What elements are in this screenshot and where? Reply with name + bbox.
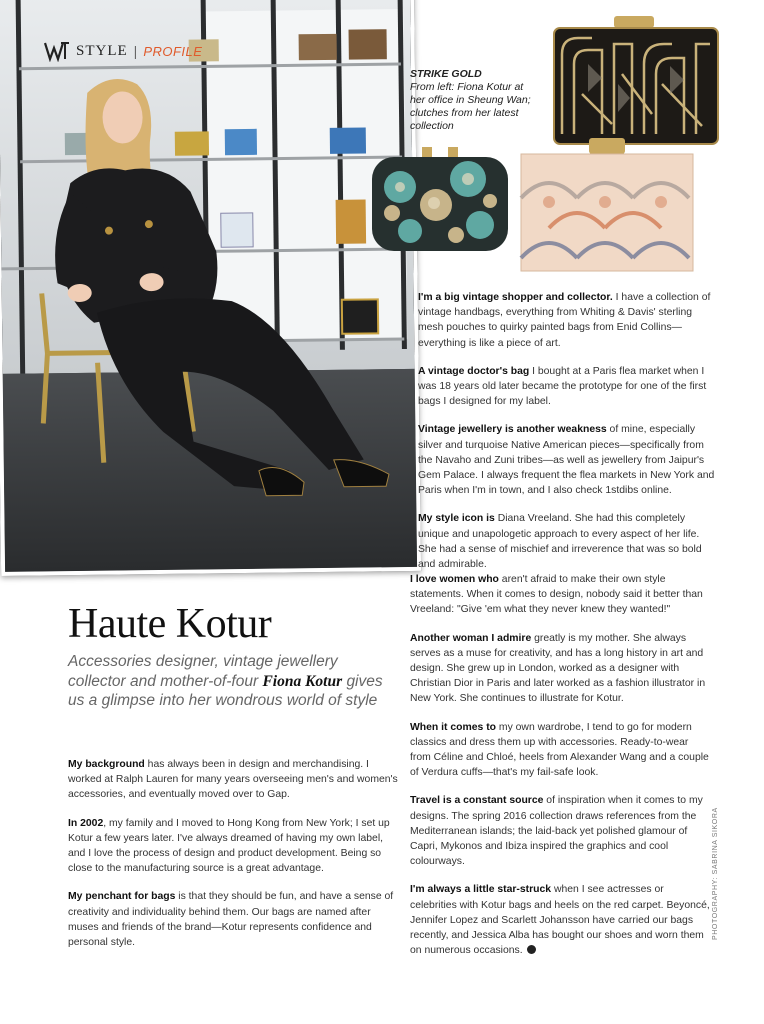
paragraph-vintage-shopper: I'm a big vintage shopper and collector. I have a collection of vintage handbags, everything from Whiting & Davis' sterling mesh pouches to quirky painted bags from Enid Collins—everything is like a piece of art. [418,292,711,349]
right-column-bottom [410,572,710,971]
section-header [44,40,202,62]
paragraph-2002: In 2002, my family and I moved to Hong Kong from New York; I set up Kotur a few years later. I've always dreamed of having my own label, and I love the process of design and product development. Being so close to the manufacturing source is a great advantage. [68,817,390,875]
section-divider: | [133,43,138,59]
portrait-illustration [0,0,417,572]
subsection-label: PROFILE [143,43,203,59]
article-headline: Haute Kotur [68,601,272,647]
caption-title: STRIKE GOLD [410,68,482,80]
section-label: STYLE [76,42,128,59]
right-column-top [418,290,718,585]
paragraph-doctors-bag: A vintage doctor's bag I bought at a Paris flea market when I was 18 years old later became the prototype for one of the first bags I designed for my label. [418,365,707,408]
caption-text: From left: Fiona Kotur at her office in Sheung Wan; clutches from her latest collection [410,81,531,132]
paragraph-admire-mother: Another woman I admire greatly is my mother. She always serves as a muse for creativity, and has a long history in art and design. She grew up in London, worked as a designer with Christian Dior in Paris and later worked as a fashion illustrator in New York. She continues to illustrate for Kotur. [410,632,706,705]
paragraph-style-icon: My style icon is Diana Vreeland. She had this completely unique and unapologetic approach to every aspect of her life. She had a sense of mischief and irreverence that was so bold and admirable. [418,513,702,571]
paragraph-penchant-for-bags: My penchant for bags is that they should be fun, and have a sense of creativity and individuality behind them. Our bags are named after muses and friends of the brand—Kotur represents confidence and personal style. [68,891,394,949]
floral-teal-clutch [370,147,510,253]
paragraph-background: My background has always been in design and merchandising. I worked at Ralph Lauren for many years overseeing men's and women's accessories, and eventually moved over to Gap. [68,759,398,801]
deck-subject-name: Fiona Kotur [262,672,343,690]
paragraph-vintage-jewellery: Vintage jewellery is another weakness of mine, especially silver and turquoise Native American pieces—specifically from the Navaho and Zuni tribes—as well as jewellery from Jaipur's Gem Palace. I always frequent the flea markets in New York and Paris when I'm in town, and I also check 1stdibs online. [418,424,715,497]
paragraph-wardrobe: When it comes to my own wardrobe, I tend to go for modern classics and dress them up with accessories. Ready-to-wear from Céline and Chloé, heels from Alexander Wang and a couple of Verdura cuffs—that's my fail-safe look. [410,721,709,779]
paragraph-women-who: I love women who aren't afraid to make their own style statements. When it comes to design, nobody said it better than Vreeland: "Give 'em what they never knew they wanted!" [410,574,703,616]
paragraph-star-struck: I'm always a little star-struck when I see actresses or celebrities with Kotur bags and heels on the red carpet. Beyoncé, Jennifer Lopez and Scarlett Johansson have carried our bags recently, and Jessica Alba has bought our shoes and worn them on numerous occasions. [410,884,710,957]
art-deco-peach-fan-clutch [519,138,695,273]
photo-caption [410,68,540,133]
end-mark-icon [527,945,536,954]
left-column [68,757,398,963]
hero-photo [0,0,421,576]
art-deco-black-gold-clutch [552,14,720,146]
paragraph-travel: Travel is a constant source of inspiration when it comes to my designs. The spring 2016 collection draws references from the Mediterranean islands; the laid-back yet polished glamour of Capri, Mykonos and Ibiza inspired the graphics and cool colourways. [410,795,703,868]
article-deck: Accessories designer, vintage jewellery collector and mother-of-four Fiona Kotur gives us a glimpse into her wondrous world of style [68,653,383,709]
magazine-logo-icon [44,40,70,62]
photo-credit: PHOTOGRAPHY: SABRINA SIKORA [712,807,719,940]
